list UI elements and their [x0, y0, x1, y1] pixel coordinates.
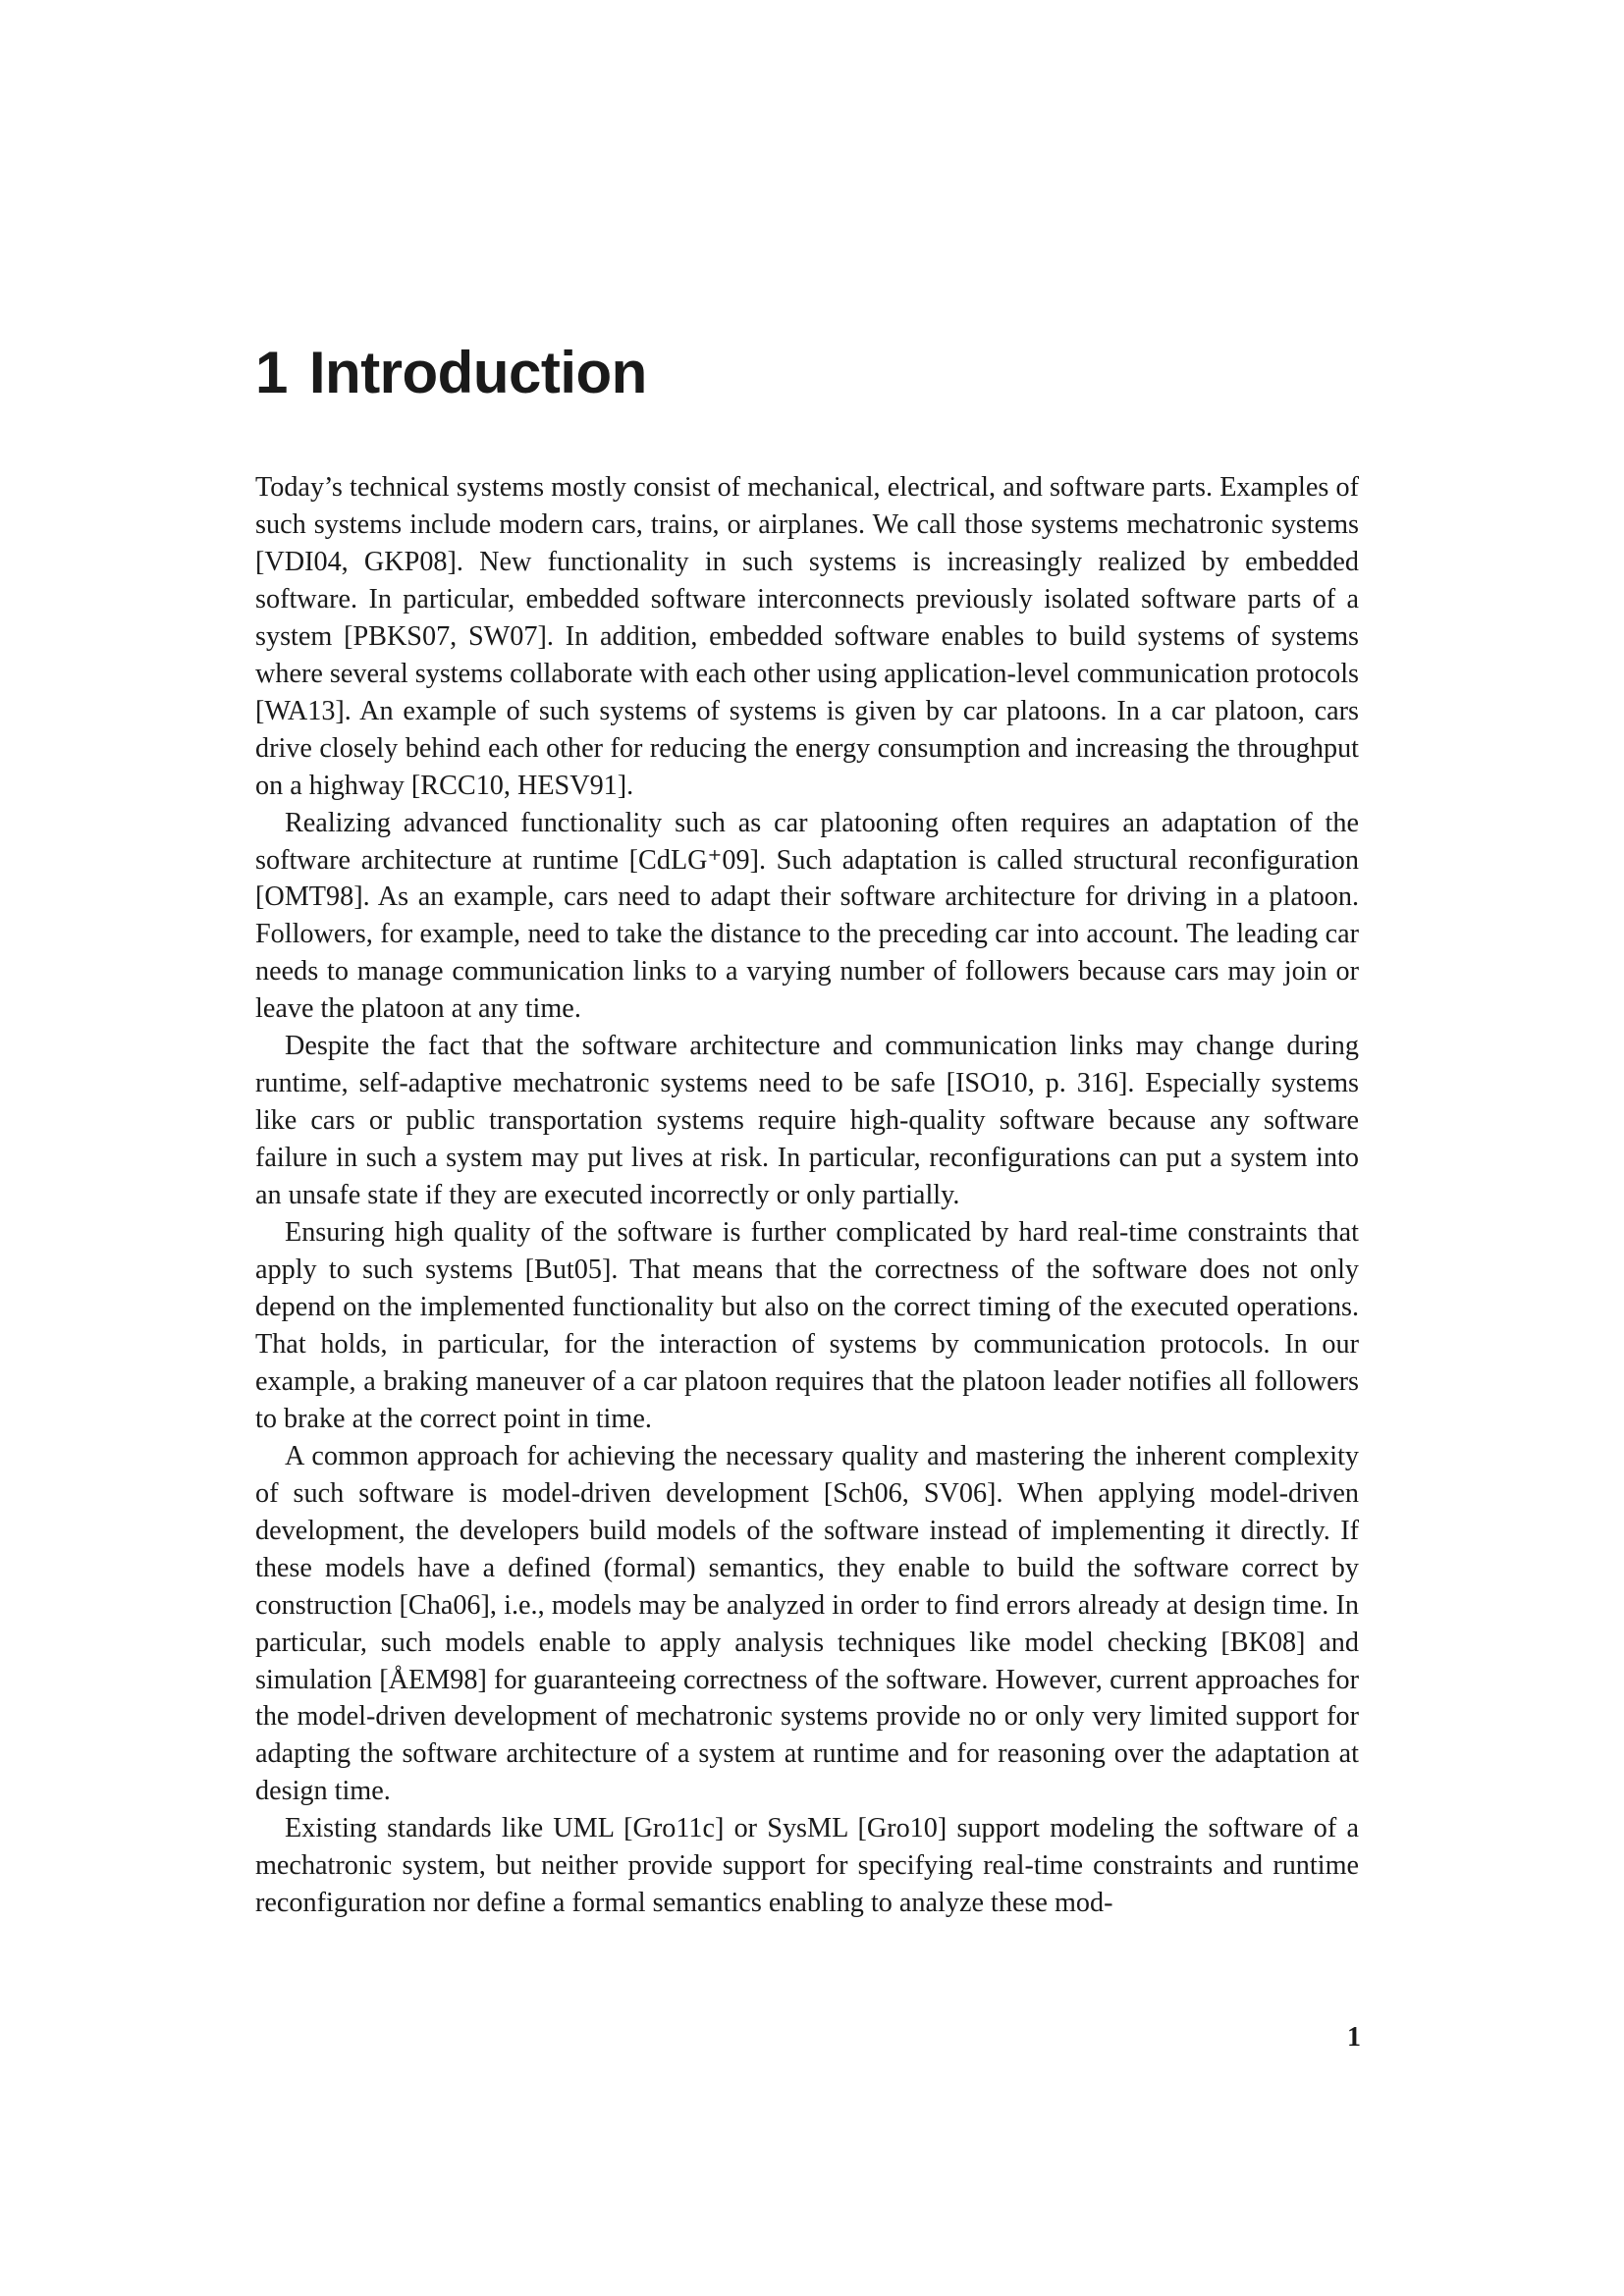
paragraph: Realizing advanced functionality such as car platooning often requires an adaptation of the software architecture at runtime [CdLG⁺09]. Such adaptation is called structural reconfiguration [OMT98]. As an example, cars need to adapt their software architecture for driving in a platoon. Followers, for example, need to take the distance to the preceding car into account. The leading car needs to manage communication links to a varying number of followers because cars may join or leave the platoon at any time.	[255, 807, 1359, 1025]
paragraph: Despite the fact that the software architecture and communication links may change during runtime, self-adaptive mechatronic systems need to be safe [ISO10, p. 316]. Especially systems like cars or public transportation systems require high-quality software because any software failure in such a system may put lives at risk. In particular, reconfigurations can put a system into an unsafe state if they are executed incorrectly or only partially.	[255, 1031, 1359, 1211]
page-number: 1	[1347, 2022, 1361, 2053]
paragraph: A common approach for achieving the necessary quality and mastering the inherent complexity of such software is model-driven development [Sch06, SV06]. When applying model-driven development, the developers build models of the software instead of implementing it directly. If these models have a defined (formal) semantics, they enable to build the software correct by construction [Cha06], i.e., models may be analyzed in order to find errors already at design time. In particular, such models enable to apply analysis techniques like model checking [BK08] and simulation [ÅEM98] for guaranteeing correctness of the software. However, current approaches for the model-driven development of mechatronic systems provide no or only very limited support for adapting the software architecture of a system at runtime and for reasoning over the adaptation at design time.	[255, 1440, 1359, 1807]
paragraph: Existing standards like UML [Gro11c] or SysML [Gro10] support modeling the software of a mechatronic system, but neither provide support for specifying real-time constraints and runtime reconfiguration nor define a formal semantics enabling to analyze these mod-	[255, 1813, 1359, 1919]
chapter-number: 1	[255, 340, 288, 405]
chapter-heading	[255, 334, 647, 412]
body-text	[255, 469, 1359, 1922]
paragraph: Today’s technical systems mostly consist of mechanical, electrical, and software parts. Examples of such systems include modern cars, trains, or airplanes. We call those systems mechatronic systems [VDI04, GKP08]. New functionality in such systems is increasingly realized by embedded software. In particular, embedded software interconnects previously isolated software parts of a system [PBKS07, SW07]. In addition, embedded software enables to build systems of systems where several systems collaborate with each other using application-level communication protocols [WA13]. An example of such systems of systems is given by car platoons. In a car platoon, cars drive closely behind each other for reducing the energy consumption and increasing the throughput on a highway [RCC10, HESV91].	[255, 472, 1360, 801]
paragraph: Ensuring high quality of the software is further complicated by hard real-time constraints that apply to such systems [But05]. That means that the correctness of the software does not only depend on the implemented functionality but also on the correct timing of the executed operations. That holds, in particular, for the interaction of systems by communication protocols. In our example, a braking maneuver of a car platoon requires that the platoon leader notifies all followers to brake at the correct point in time.	[255, 1217, 1359, 1434]
chapter-title: Introduction	[308, 340, 647, 405]
